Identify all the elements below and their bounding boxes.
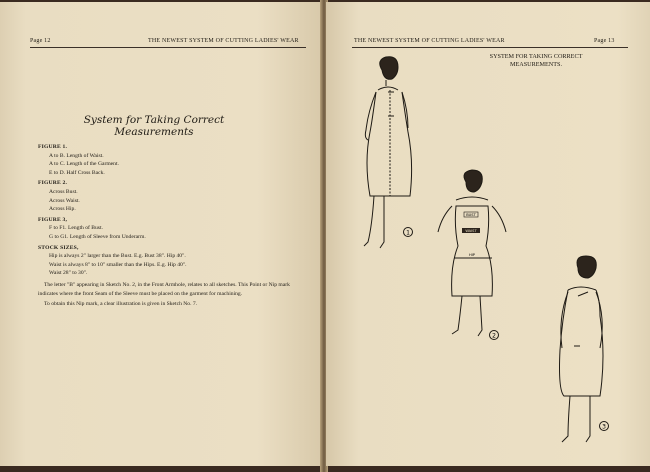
page-number-right: Page 13 (594, 38, 615, 44)
title-line-2: Measurements (114, 126, 194, 138)
page-number-left: Page 12 (30, 38, 51, 44)
waist-label: WAIST (465, 229, 477, 233)
figure1-heading: FIGURE 1. (38, 144, 68, 150)
heading-line-2: MEASUREMENTS. (509, 61, 563, 68)
nip-mark-note: To obtain this Nip mark, a clear illustration is given in Sketch No. 7. (44, 301, 198, 308)
right-page (326, 2, 650, 466)
figure2-heading: FIGURE 2. (38, 180, 68, 187)
stock-sizes-line: Hip is always 2" larger than the Bust. E.g. Bust 38". Hip 40". (49, 253, 186, 260)
title-line-1: System for Taking Correct (83, 114, 225, 126)
figure1-line: A to C. Length of the Garment. (49, 161, 119, 168)
page-title (74, 114, 234, 138)
left-page (0, 2, 322, 466)
header-rule-right (352, 47, 628, 48)
header-rule-left (30, 47, 306, 48)
figure2-line: Across Hip. (49, 206, 76, 213)
figure-2-number: 2 (492, 332, 496, 340)
nip-mark-paragraph: The letter "B" appearing in Sketch No. 2, in the Front Armhole, relates to all sketches. This Point or Nip mark indicates where the front Seam of the Sleeve must be placed on the garment for machining. (38, 281, 290, 297)
figure3-heading: FIGURE 3, (38, 216, 68, 223)
running-head-right: THE NEWEST SYSTEM OF CUTTING LADIES' WEAR (354, 38, 505, 44)
figure2-line: Across Bust. (49, 188, 78, 195)
figure-1-illustration (342, 56, 432, 256)
hip-label: HIP (469, 253, 475, 257)
heading-line-1: SYSTEM FOR TAKING CORRECT (489, 53, 583, 60)
figure-2-illustration (426, 170, 526, 350)
stock-sizes-line: Waist 28" to 30". (49, 270, 88, 277)
bust-label: BUST (466, 213, 476, 217)
measurement-instructions (38, 143, 300, 309)
figure2-line: Across Waist. (49, 197, 80, 204)
figure1-line: E to D. Half Cross Back. (49, 169, 105, 176)
right-page-heading (476, 53, 596, 69)
stock-sizes-heading: STOCK SIZES, (38, 244, 79, 251)
stock-sizes-line: Waist is always 8" to 10" smaller than the Hips. E.g. Hip 40". (49, 261, 187, 268)
figure-3-illustration (544, 256, 634, 456)
figure1-line: A to B. Length of Waist. (49, 152, 104, 159)
figure-3-number: 3 (602, 423, 606, 431)
figure3-line: F to F1. Length of Bust. (49, 225, 103, 232)
figure-1-number: 1 (406, 229, 410, 237)
figure3-line: G to G1. Length of Sleeve from Underarm. (49, 233, 146, 240)
running-head-left: THE NEWEST SYSTEM OF CUTTING LADIES' WEAR (148, 38, 299, 44)
